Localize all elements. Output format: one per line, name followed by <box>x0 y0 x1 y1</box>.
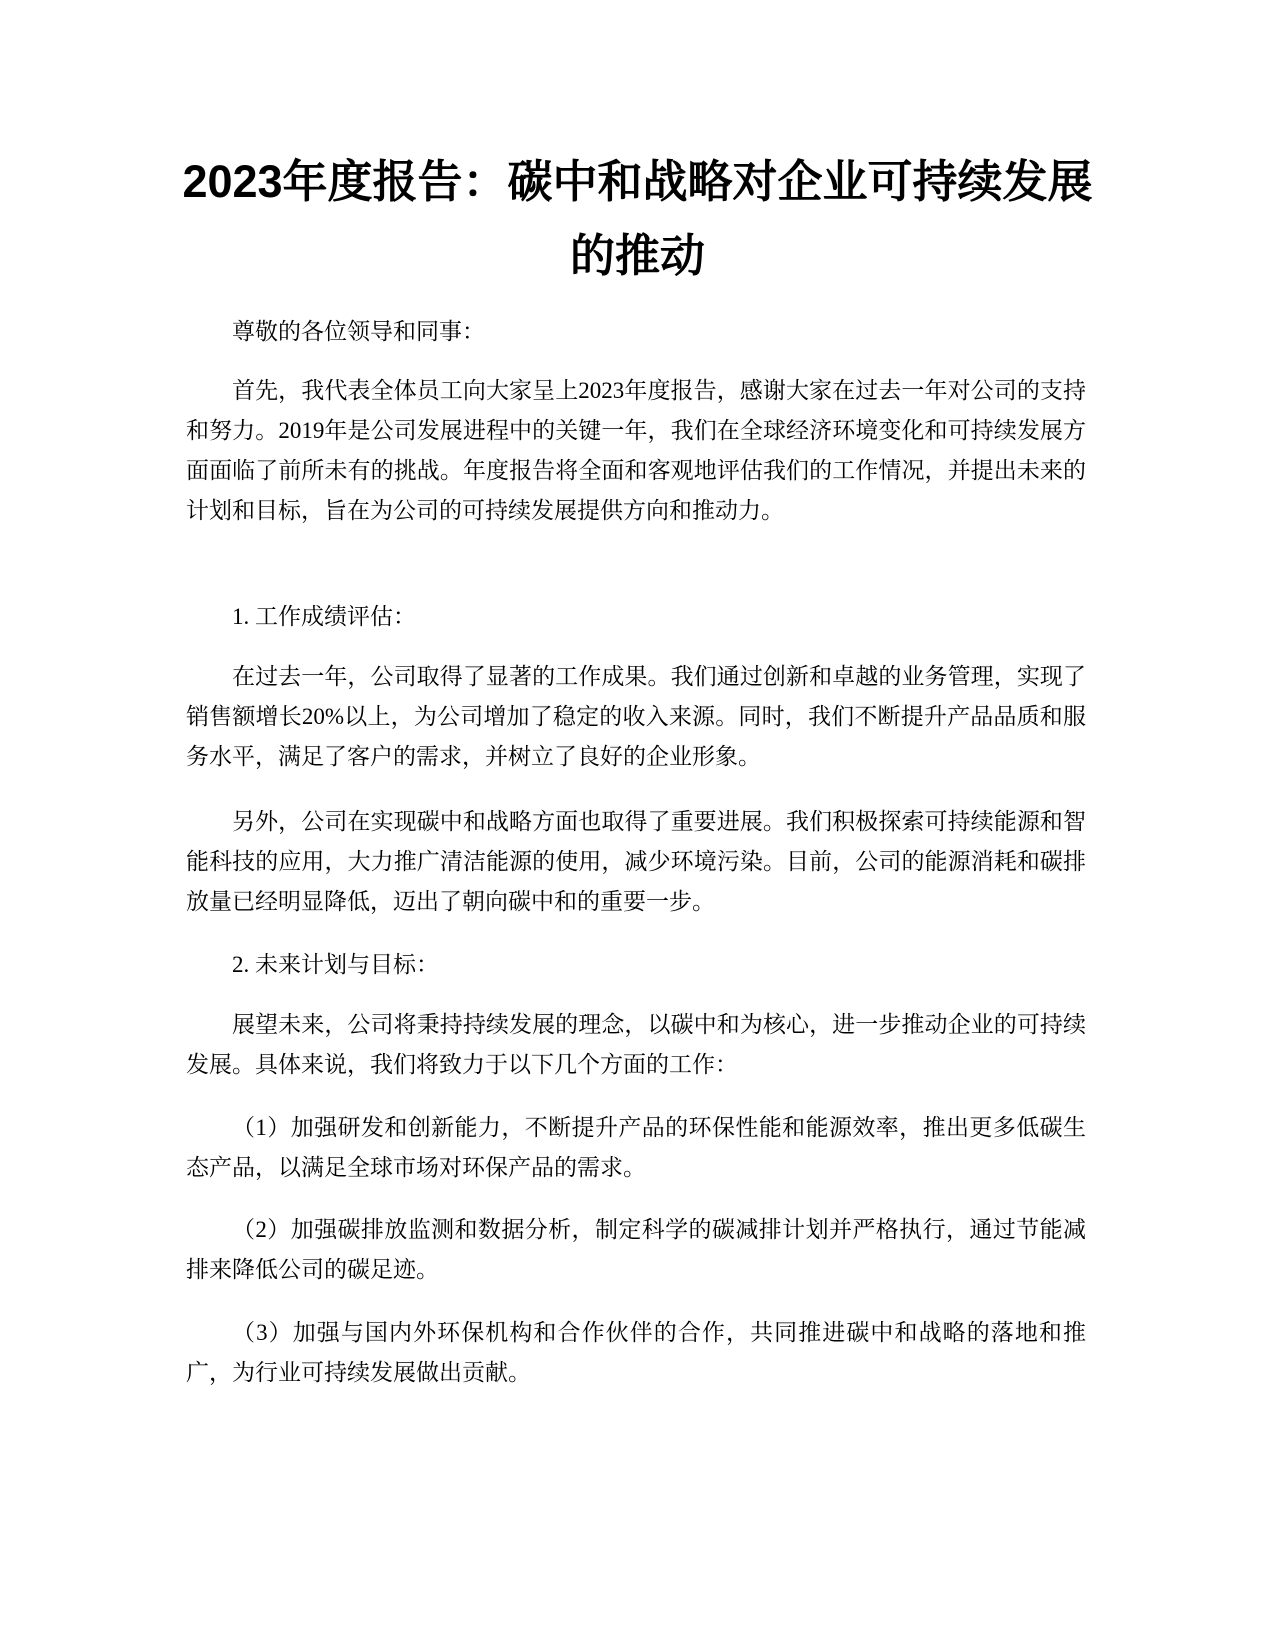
intro-paragraph: 首先，我代表全体员工向大家呈上2023年度报告，感谢大家在过去一年对公司的支持和努力。2019年是公司发展进程中的关键一年，我们在全球经济环境变化和可持续发展方面面临了前所未有的挑战。年度报告将全面和客观地评估我们的工作情况，并提出未来的计划和目标，旨在为公司的可持续发展提供方向和推动力。 <box>186 378 1086 523</box>
document-title: 2023年度报告：碳中和战略对企业可持续发展的推动 <box>182 156 1093 281</box>
section-heading-achievements: 1. 工作成绩评估： <box>232 604 416 629</box>
plan-item-1: （1）加强研发和创新能力，不断提升产品的环保性能和能源效率，推出更多低碳生态产品，以满足全球市场对环保产品的需求。 <box>186 1115 1086 1180</box>
section-heading-future-plans: 2. 未来计划与目标： <box>232 952 439 977</box>
plan-item-3: （3）加强与国内外环保机构和合作伙伴的合作，共同推进碳中和战略的落地和推广，为行业可持续发展做出贡献。 <box>186 1320 1086 1385</box>
salutation-paragraph: 尊敬的各位领导和同事： <box>232 319 485 344</box>
achievements-paragraph-2: 另外，公司在实现碳中和战略方面也取得了重要进展。我们积极探索可持续能源和智能科技的应用，大力推广清洁能源的使用，减少环境污染。目前，公司的能源消耗和碳排放量已经明显降低，迈出了朝向碳中和的重要一步。 <box>186 809 1086 914</box>
plan-item-2: （2）加强碳排放监测和数据分析，制定科学的碳减排计划并严格执行，通过节能减排来降低公司的碳足迹。 <box>186 1217 1086 1282</box>
future-plans-paragraph: 展望未来，公司将秉持持续发展的理念，以碳中和为核心，进一步推动企业的可持续发展。具体来说，我们将致力于以下几个方面的工作： <box>186 1012 1086 1077</box>
achievements-paragraph-1: 在过去一年，公司取得了显著的工作成果。我们通过创新和卓越的业务管理，实现了销售额增长20%以上，为公司增加了稳定的收入来源。同时，我们不断提升产品品质和服务水平，满足了客户的需求，并树立了良好的企业形象。 <box>186 664 1086 769</box>
